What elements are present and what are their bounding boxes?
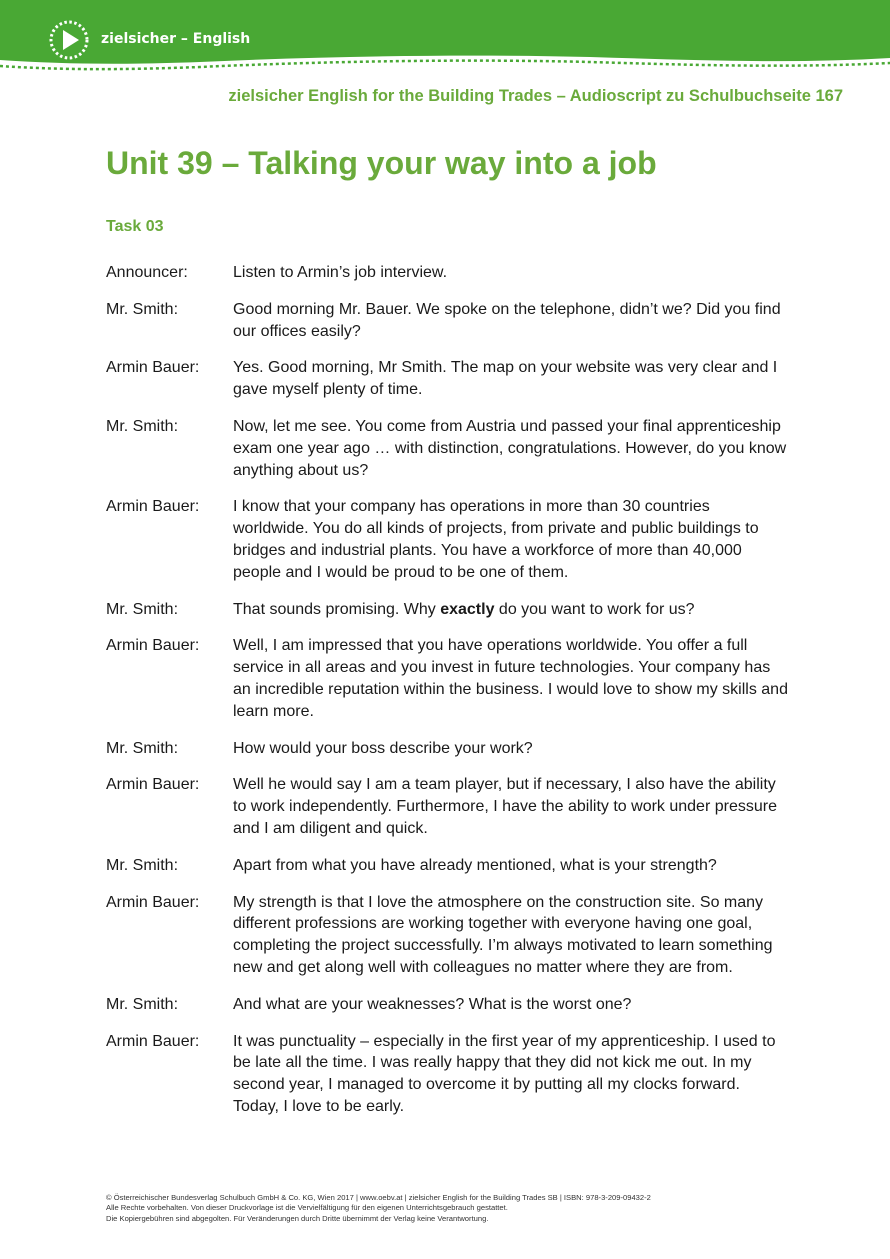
- speech-text: Apart from what you have already mentioned, what is your strength?: [233, 856, 717, 874]
- dialogue-line: [106, 416, 796, 481]
- dialogue-line: [106, 774, 796, 839]
- dialogue-line: [106, 855, 796, 877]
- speaker-label: Mr. Smith:: [106, 417, 179, 435]
- page-title: Unit 39 – Talking your way into a job: [106, 145, 657, 181]
- dialogue-line: [106, 599, 796, 621]
- dialogue: [106, 262, 796, 1133]
- emphasis-word: exactly: [440, 600, 495, 618]
- dialogue-line: [106, 299, 796, 343]
- speech-text-part: That sounds promising. Why: [233, 600, 441, 618]
- speech-text: [233, 599, 789, 621]
- speech-text: Good morning Mr. Bauer. We spoke on the telephone, didn’t we? Did you find our offices easily?: [233, 300, 781, 340]
- footer-line: © Österreichischer Bundesverlag Schulbuch GmbH & Co. KG, Wien 2017 | www.oebv.at | zielsicher English for the Building Trades SB | ISBN: 978-3-209-09432-2: [106, 1193, 651, 1202]
- dialogue-line: [106, 496, 796, 583]
- speaker-label: Mr. Smith:: [106, 739, 179, 757]
- page-subtitle: zielsicher English for the Building Trades – Audioscript zu Schulbuchseite 167: [228, 87, 843, 105]
- speech-text: Yes. Good morning, Mr Smith. The map on your website was very clear and I gave myself plenty of time.: [233, 359, 778, 399]
- speech-text: And what are your weaknesses? What is the worst one?: [233, 995, 632, 1013]
- speech-text: Now, let me see. You come from Austria und passed your final apprenticeship exam one year ago … with distinction, congratulations. However, do you know anything about us?: [233, 417, 787, 479]
- dialogue-line: [106, 892, 796, 979]
- speaker-label: Mr. Smith:: [106, 995, 179, 1013]
- speech-text: Well, I am impressed that you have operations worldwide. You offer a full service in all areas and you invest in future technologies. Your company has an incredible reputation within the business. I would love to show my skills and learn more.: [233, 637, 788, 720]
- dialogue-line: [106, 357, 796, 401]
- dialogue-line: [106, 1031, 796, 1118]
- speech-text: Listen to Armin’s job interview.: [233, 264, 448, 281]
- speech-text: Well he would say I am a team player, but if necessary, I also have the ability to work independently. Furthermore, I have the ability to work under pressure and I am diligent and quick.: [233, 776, 777, 837]
- speaker-label: Mr. Smith:: [106, 600, 179, 618]
- speaker-label: Armin Bauer:: [106, 637, 200, 655]
- brand-label: zielsicher – English: [101, 31, 251, 47]
- speaker-label: Armin Bauer:: [106, 1032, 200, 1050]
- speaker-label: Armin Bauer:: [106, 359, 200, 377]
- speaker-label: Armin Bauer:: [106, 893, 200, 911]
- dialogue-line: [106, 635, 796, 722]
- speaker-label: Announcer:: [106, 264, 188, 281]
- dialogue-line: [106, 994, 796, 1016]
- speech-text: It was punctuality – especially in the first year of my apprenticeship. I used to be late all the time. I was really happy that they did not kick me out. In my second year, I managed to overcome it by putting all my clocks forward. Today, I love to be early.: [233, 1032, 776, 1115]
- dialogue-line: [106, 262, 796, 284]
- task-label: Task 03: [106, 218, 164, 235]
- speaker-label: Mr. Smith:: [106, 856, 179, 874]
- speech-text: My strength is that I love the atmosphere on the construction site. So many different professions are working together with everyone having one goal, completing the project successfully. I’m always motivated to learn something new and get along well with colleagues no matter where they are from.: [233, 893, 773, 976]
- footer-line: Die Kopiergebühren sind abgegolten. Für Veränderungen durch Dritte übernimmt der Verlag keine Verantwortung.: [106, 1213, 489, 1223]
- speaker-label: Armin Bauer:: [106, 498, 200, 516]
- footer-line: Alle Rechte vorbehalten. Von dieser Druckvorlage ist die Vervielfältigung für den eigenen Unterrichtsgebrauch gestattet.: [106, 1203, 508, 1213]
- speaker-label: Armin Bauer:: [106, 776, 200, 794]
- speech-text: How would your boss describe your work?: [233, 739, 533, 757]
- speech-text-part: do you want to work for us?: [494, 600, 695, 618]
- speaker-label: Mr. Smith:: [106, 300, 179, 318]
- copyright-footer: [106, 1193, 651, 1224]
- speech-text: I know that your company has operations in more than 30 countries worldwide. You do all kinds of projects, from private and public buildings to bridges and industrial plants. You have a workforce of more than 40,000 people and I would be proud to be one of them.: [233, 498, 759, 581]
- dialogue-line: [106, 738, 796, 760]
